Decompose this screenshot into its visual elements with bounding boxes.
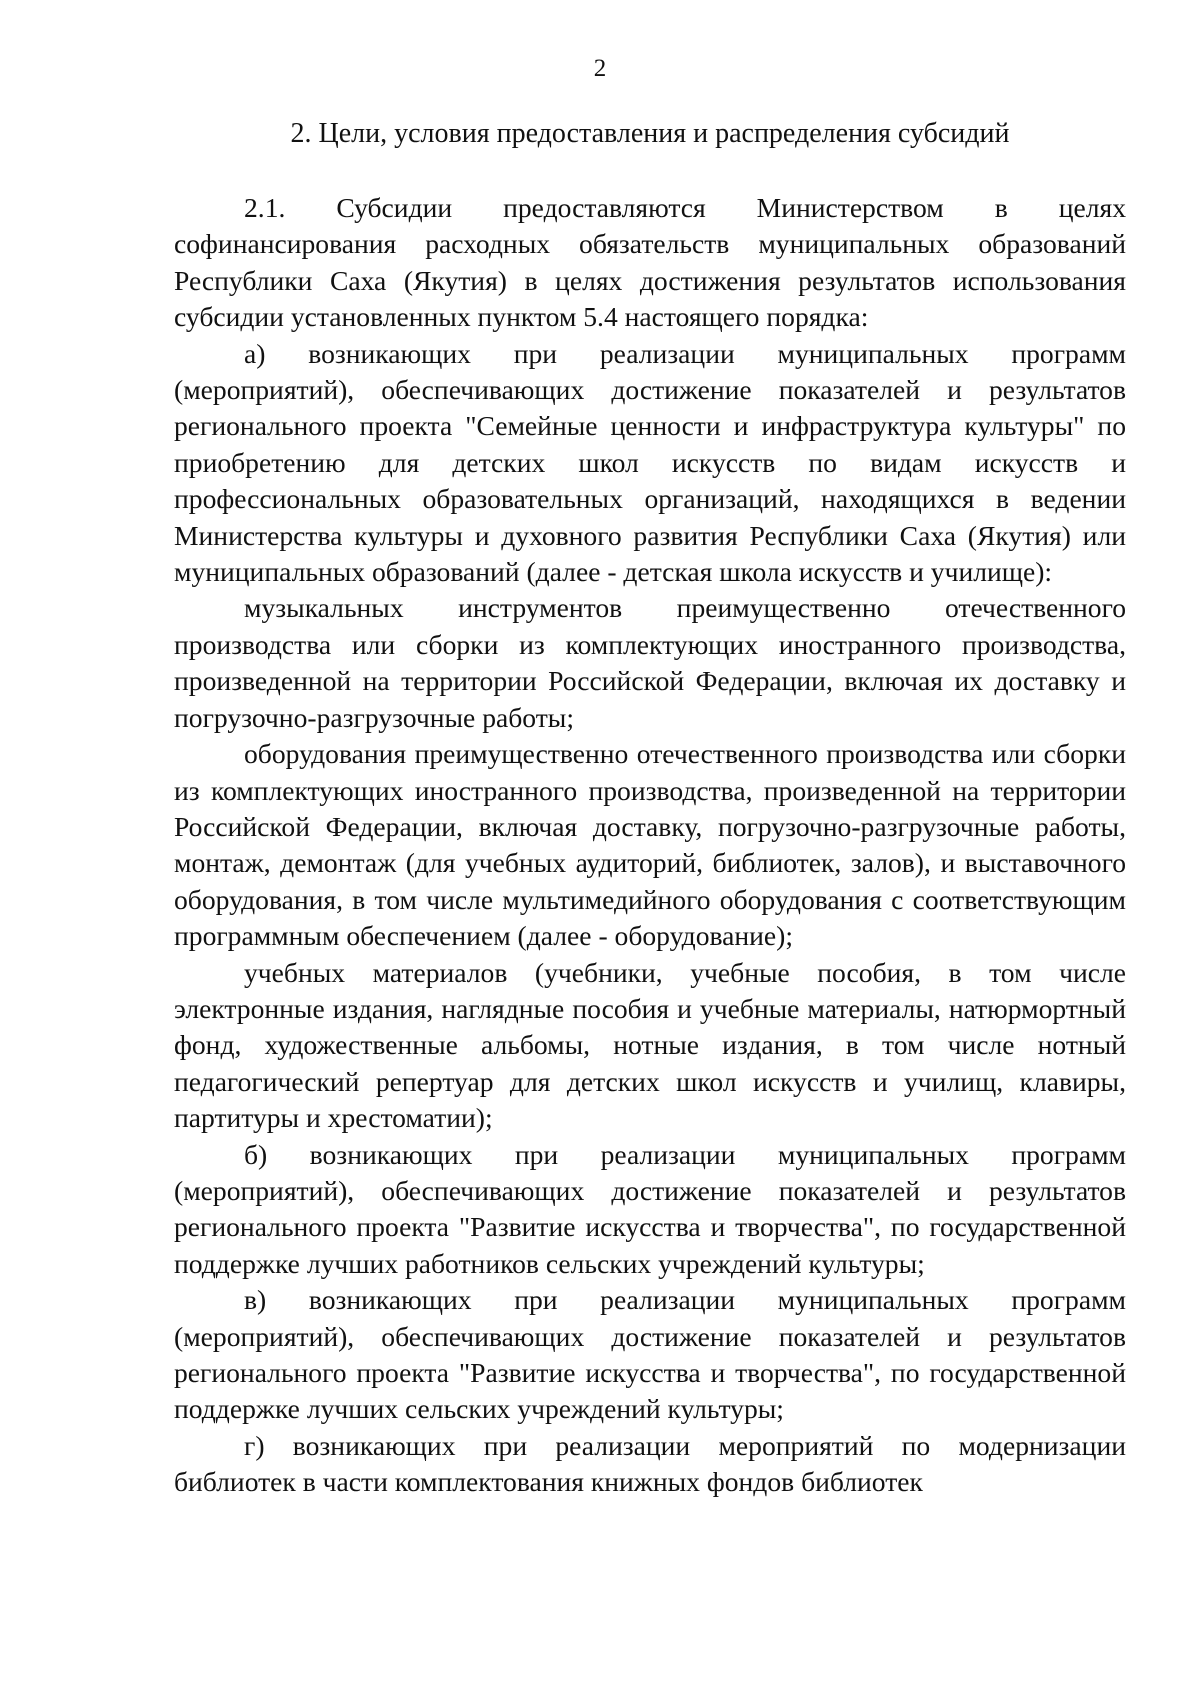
paragraph-educational-materials: учебных материалов (учебники, учебные пособия, в том числе электронные издания, наглядные пособия и учебные материалы, натюрмортный фонд, художественные альбомы, нотные издания, в том числе нотный педагогический репертуар для детских школ искусств и училищ, клавиры, партитуры и хрестоматии); [174,956,1126,1134]
section-body [174,190,1126,1501]
paragraph-item-g: г) возникающих при реализации мероприятий по модернизации библиотек в части комплектования книжных фондов библиотек [174,1429,1126,1498]
page-number: 2 [593,55,607,82]
paragraph-item-v: в) возникающих при реализации муниципальных программ (мероприятий), обеспечивающих достижение показателей и результатов регионального проекта "Развитие искусства и творчества", по государственной поддержке лучших сельских учреждений культуры; [174,1284,1126,1425]
paragraph-musical-instruments: музыкальных инструментов преимущественно отечественного производства или сборки из комплектующих иностранного производства, произведенной на территории Российской Федерации, включая их доставку и погрузочно-разгрузочные работы; [174,592,1126,733]
paragraph-item-b: б) возникающих при реализации муниципальных программ (мероприятий), обеспечивающих достижение показателей и результатов регионального проекта "Развитие искусства и творчества", по государственной поддержке лучших работников сельских учреждений культуры; [174,1138,1126,1279]
paragraph-2-1: 2.1. Субсидии предоставляются Министерством в целях софинансирования расходных обязательств муниципальных образований Республики Саха (Якутия) в целях достижения результатов использования субсидии установленных пунктом 5.4 настоящего порядка: [174,192,1126,333]
paragraph-item-a: а) возникающих при реализации муниципальных программ (мероприятий), обеспечивающих достижение показателей и результатов регионального проекта "Семейные ценности и инфраструктура культуры" по приобретению для детских школ искусств по видам искусств и профессиональных образовательных организаций, находящихся в ведении Министерства культуры и духовного развития Республики Саха (Якутия) или муниципальных образований (далее - детская школа искусств и училище): [174,337,1126,588]
paragraph-equipment: оборудования преимущественно отечественного производства или сборки из комплектующих иностранного производства, произведенной на территории Российской Федерации, включая доставку, погрузочно-разгрузочные работы, монтаж, демонтаж (для учебных аудиторий, библиотек, залов), и выставочного оборудования, в том числе мультимедийного оборудования с соответствующим программным обеспечением (далее - оборудование); [174,738,1126,952]
section-heading: 2. Цели, условия предоставления и распределения субсидий [290,118,1010,149]
